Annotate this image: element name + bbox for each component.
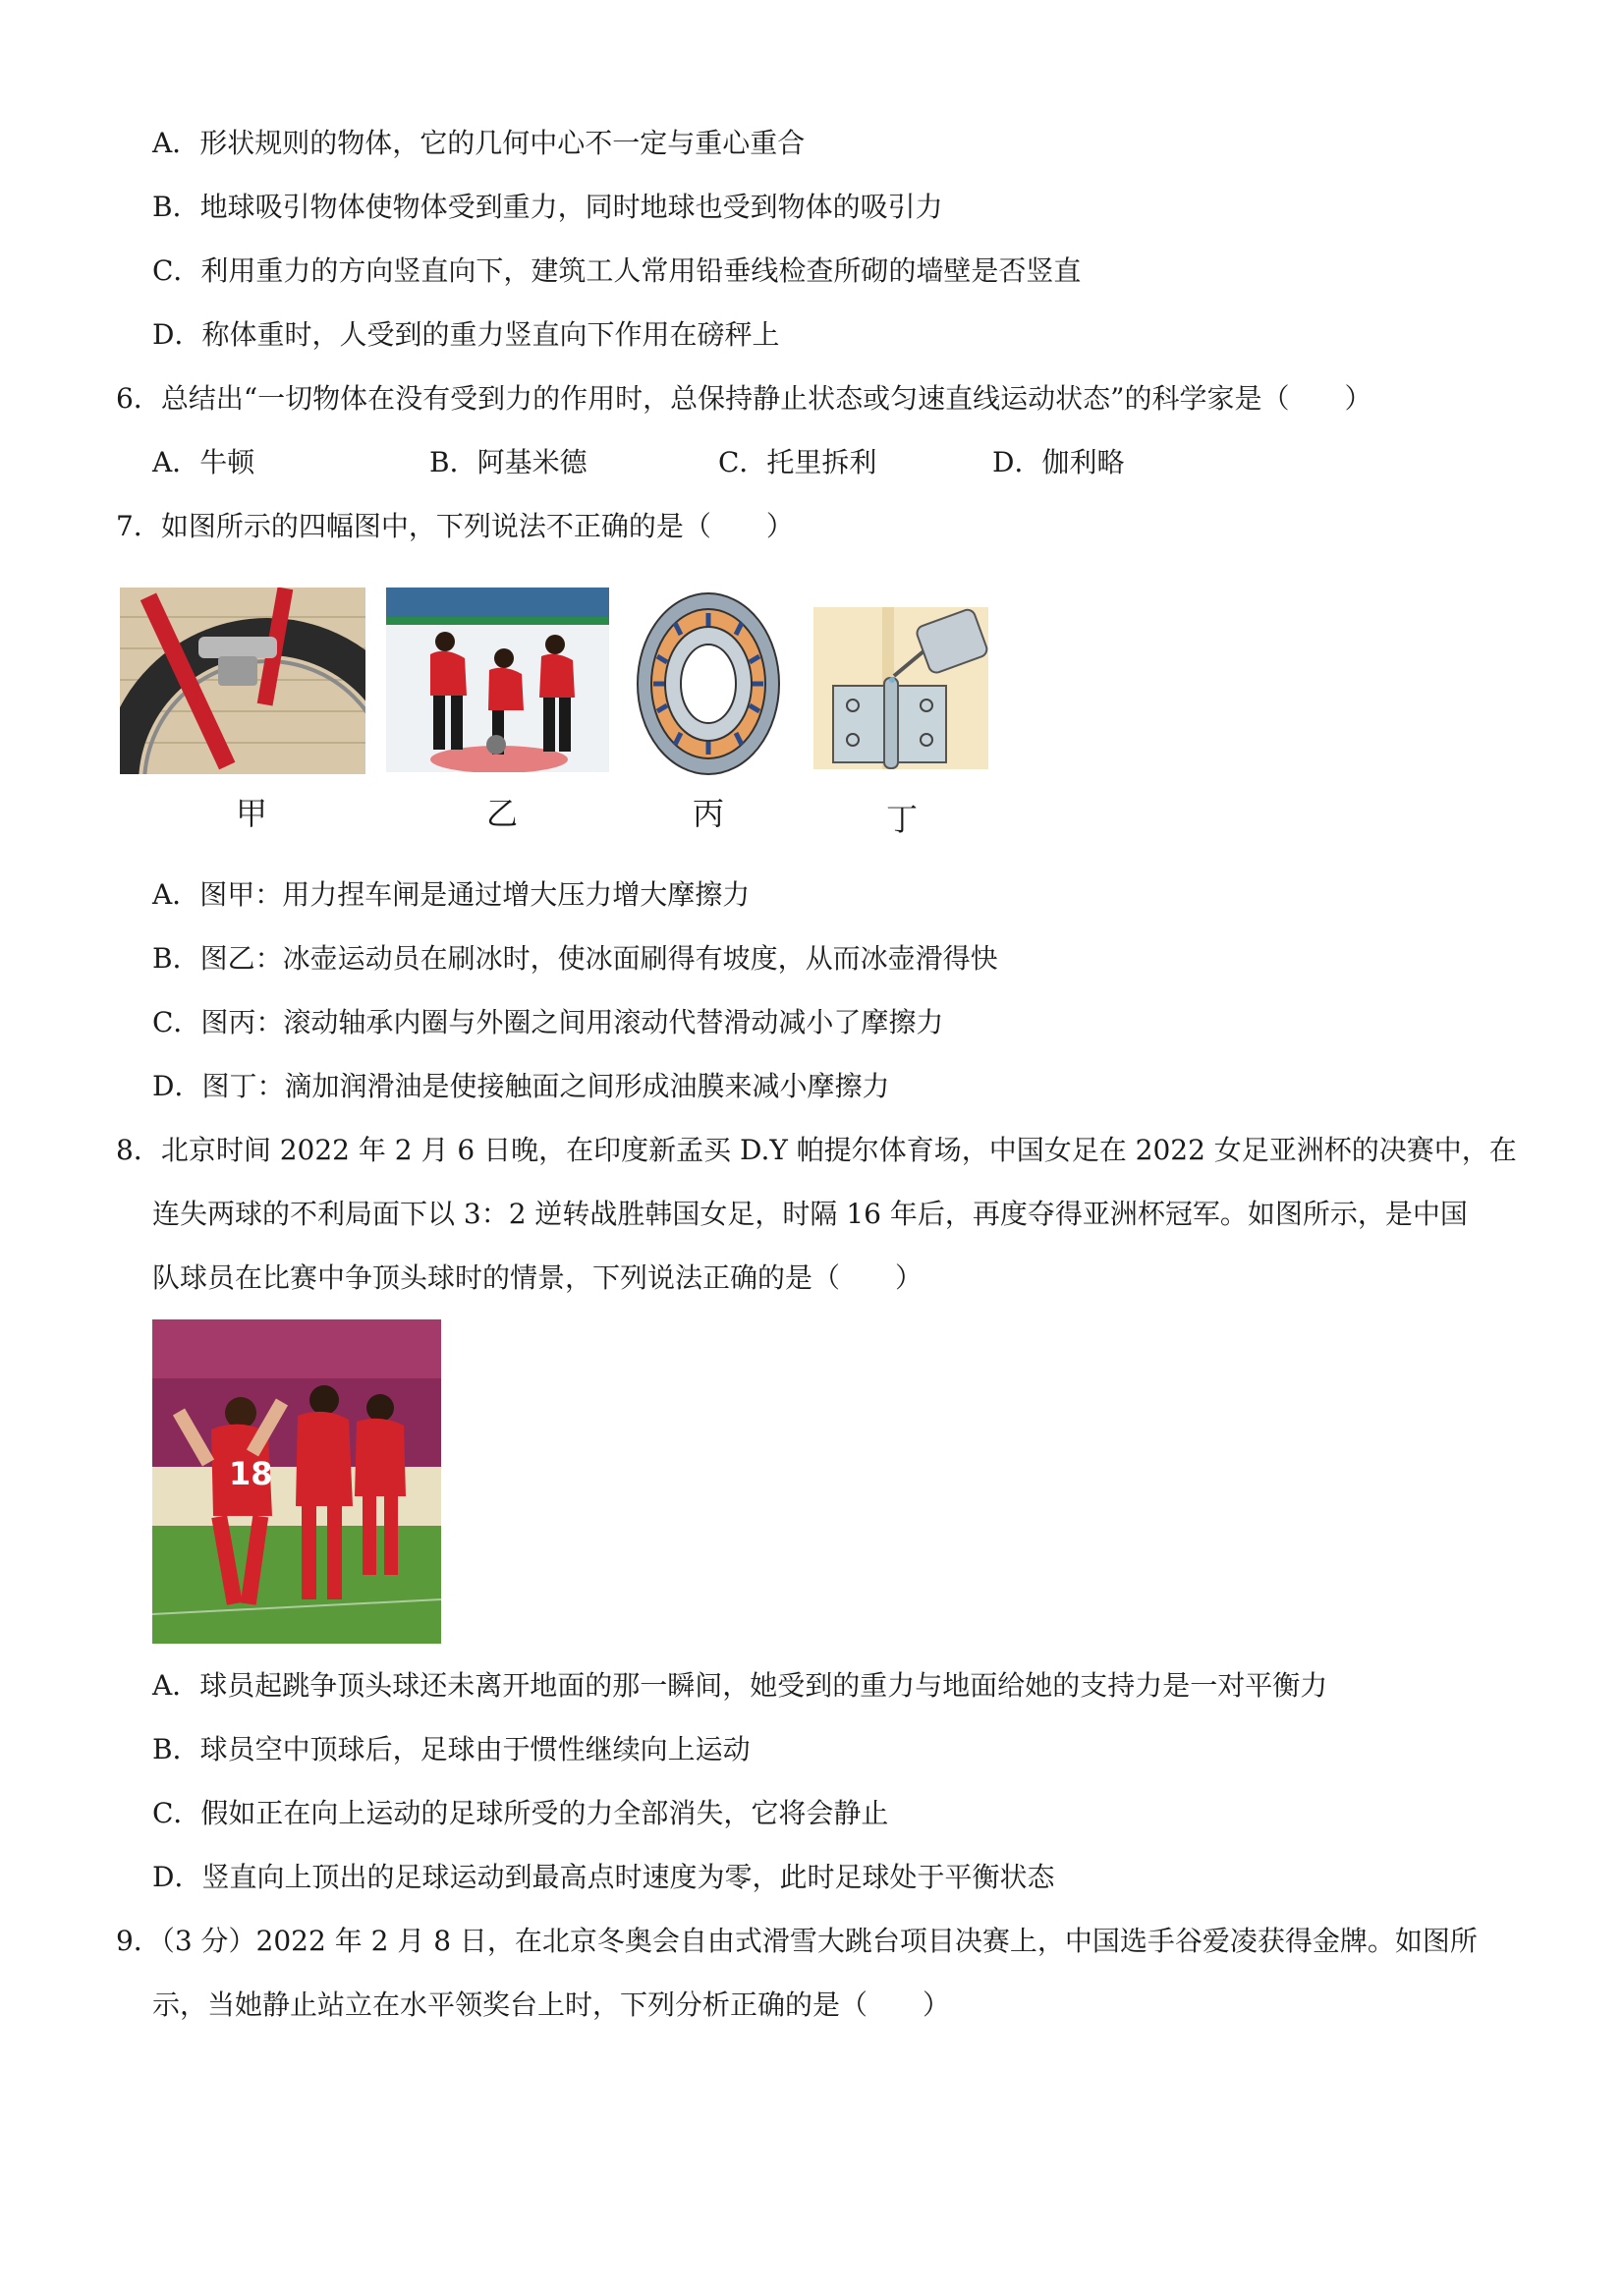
q9-stem-line-1: 9．（3 分）2022 年 2 月 8 日，在北京冬奥会自由式滑雪大跳台项目决赛上，中国选手谷爱凌获得金牌。如图所 [116, 1925, 1478, 1957]
q8-stem-line-2: 连失两球的不利局面下以 3：2 逆转战胜韩国女足，时隔 16 年后，再度夺得亚洲杯冠军。如图所示，是中国 [152, 1198, 1468, 1230]
q8-stem-line-3: 队球员在比赛中争顶头球时的情景，下列说法正确的是（ ） [152, 1261, 923, 1294]
q6-option-d: D．伽利略 [992, 446, 1125, 478]
q6-option-c: C．托里拆利 [718, 446, 877, 478]
figure-hinge-oil [813, 607, 988, 769]
q8-stem-line-1: 8．北京时间 2022 年 2 月 6 日晚，在印度新孟买 D.Y 帕提尔体育场，中国女足在 2022 女足亚洲杯的决赛中，在 [116, 1134, 1517, 1166]
caption-jia: 甲 [236, 795, 268, 832]
caption-ding: 丁 [886, 801, 919, 838]
q8-option-c: C．假如正在向上运动的足球所受的力全部消失，它将会静止 [152, 1797, 889, 1829]
q7-option-d: D．图丁：滴加润滑油是使接触面之间形成油膜来减小摩擦力 [152, 1070, 890, 1102]
q7-stem: 7．如图所示的四幅图中，下列说法不正确的是（ ） [116, 510, 794, 542]
figure-bearing [634, 588, 783, 780]
jersey-number: 18 [229, 1455, 273, 1492]
q6-options [0, 445, 1623, 480]
q8-option-b: B．球员空中顶球后，足球由于惯性继续向上运动 [152, 1733, 751, 1765]
q7-option-b: B．图乙：冰壶运动员在刷冰时，使冰面刷得有坡度，从而冰壶滑得快 [152, 942, 998, 975]
q5-option-a: A．形状规则的物体，它的几何中心不一定与重心重合 [152, 127, 806, 159]
q5-option-d: D．称体重时，人受到的重力竖直向下作用在磅秤上 [152, 318, 780, 351]
caption-yi: 乙 [486, 795, 519, 832]
q6-stem: 6．总结出“一切物体在没有受到力的作用时，总保持静止状态或匀速直线运动状态”的科学家是（ ） [116, 382, 1372, 415]
q6-option-a: A．牛顿 [152, 446, 255, 478]
q5-option-b: B．地球吸引物体使物体受到重力，同时地球也受到物体的吸引力 [152, 191, 943, 223]
q8-option-a: A．球员起跳争顶头球还未离开地面的那一瞬间，她受到的重力与地面给她的支持力是一对平衡力 [152, 1669, 1328, 1702]
q6-option-b: B．阿基米德 [429, 446, 588, 478]
q5-option-c: C．利用重力的方向竖直向下，建筑工人常用铅垂线检查所砌的墙壁是否竖直 [152, 254, 1082, 287]
caption-bing: 丙 [693, 795, 725, 832]
figure-football-players [152, 1319, 441, 1644]
q9-stem-line-2: 示，当她静止站立在水平领奖台上时，下列分析正确的是（ ） [152, 1988, 951, 2021]
q8-option-d: D．竖直向上顶出的足球运动到最高点时速度为零，此时足球处于平衡状态 [152, 1861, 1055, 1893]
q7-option-a: A．图甲：用力捏车闸是通过增大压力增大摩擦力 [152, 878, 751, 911]
q7-option-c: C．图丙：滚动轴承内圈与外圈之间用滚动代替滑动减小了摩擦力 [152, 1006, 944, 1038]
figure-bike-brake [120, 588, 365, 774]
figure-curling [386, 588, 609, 772]
